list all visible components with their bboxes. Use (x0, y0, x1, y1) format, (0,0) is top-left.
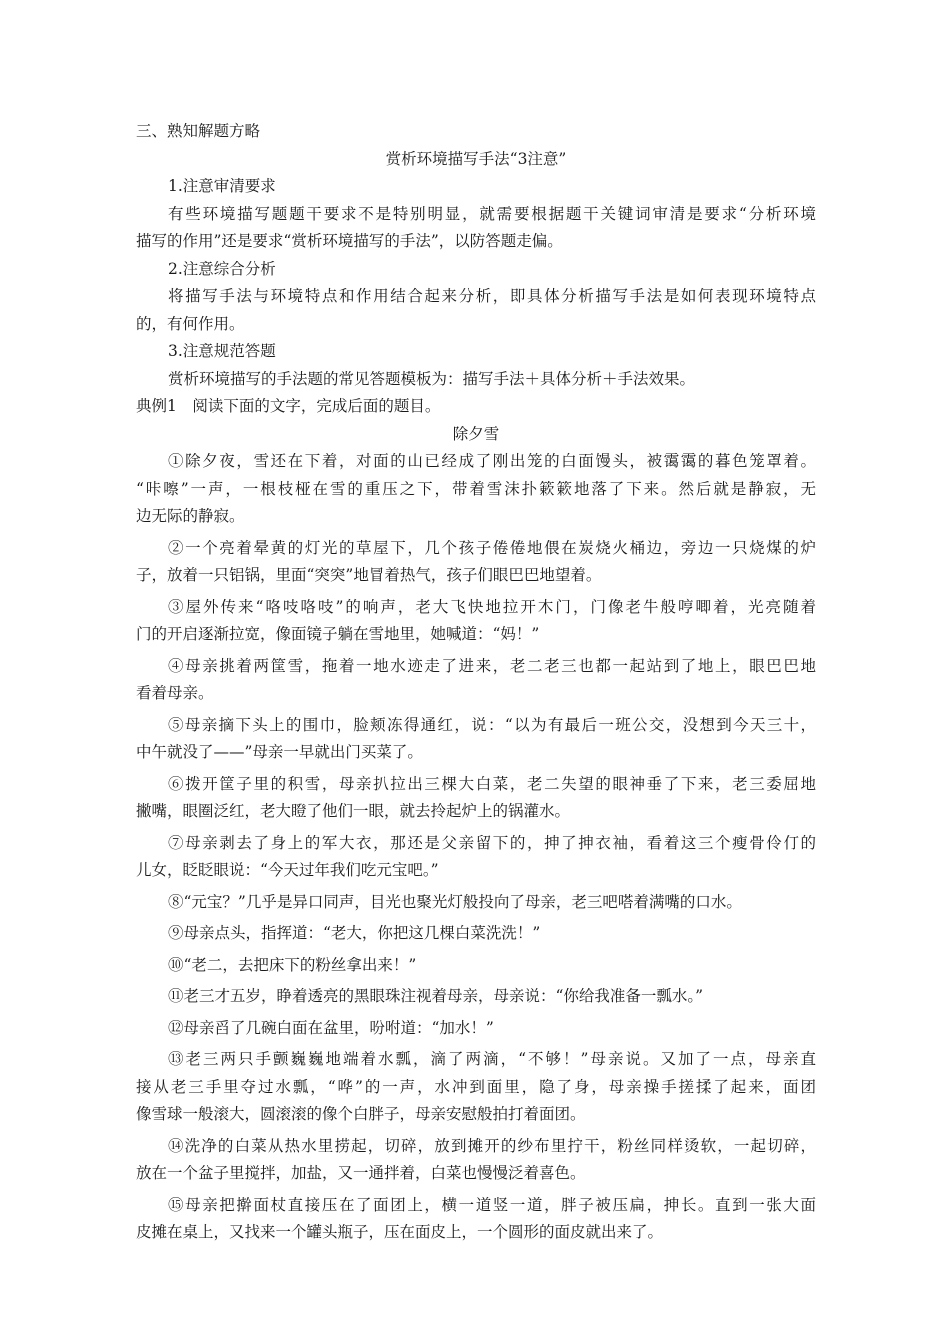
tip-text-line: 将描写手法与环境特点和作用结合起来分析，即具体分析描写手法是如何表现环境特点 (168, 287, 816, 305)
tip-heading: 3.注意规范答题 (168, 342, 276, 360)
example-label: 典例1 阅读下面的文字，完成后面的题目。 (136, 397, 441, 415)
paragraph-line: ⑩“老二，去把床下的粉丝拿出来！” (168, 955, 417, 974)
tip-text-line: 的，有何作用。 (136, 314, 245, 333)
paragraph-line: 撇嘴，眼圈泛红，老大瞪了他们一眼，就去拎起炉上的锅灌水。 (136, 802, 571, 820)
method-title: 赏析环境描写手法“3注意” (385, 149, 567, 168)
paragraph-line: 中午就没了——”母亲一早就出门买菜了。 (136, 743, 423, 761)
story-title: 除夕雪 (452, 424, 500, 443)
tip-text-line: 赏析环境描写的手法题的常见答题模板为：描写手法＋具体分析＋手法效果。 (168, 369, 696, 388)
paragraph-line: 边无际的静寂。 (136, 507, 245, 525)
paragraph-line: 门的开启逐渐拉宽，像面镜子躺在雪地里，她喊道：“妈！” (136, 625, 540, 643)
paragraph-line: 看着母亲。 (136, 684, 214, 702)
paragraph-line: 像雪球一般滚大，圆滚滚的像个白胖子，母亲安慰般拍打着面团。 (136, 1105, 586, 1123)
paragraph-line: ⑫母亲舀了几碗白面在盆里，吩咐道：“加水！” (168, 1018, 494, 1037)
paragraph-line: ⑥拨开筐子里的积雪，母亲扒拉出三棵大白菜，老二失望的眼神垂了下来，老三委屈地 (168, 774, 816, 793)
paragraph-line: ⑭洗净的白菜从热水里捞起，切碎，放到摊开的纱布里拧干，粉丝同样烫软，一起切碎， (168, 1136, 816, 1155)
paragraph-line: 放在一个盆子里搅拌，加盐，又一通拌着，白菜也慢慢泛着喜色。 (136, 1164, 586, 1182)
paragraph-line: 子，放着一只铝锅，里面“突突”地冒着热气，孩子们眼巴巴地望着。 (136, 566, 602, 584)
tip-text-line: 描写的作用”还是要求“赏析环境描写的手法”，以防答题走偏。 (136, 232, 563, 250)
tip-text-line: 有些环境描写题题干要求不是特别明显，就需要根据题干关键词审清是要求“分析环境 (168, 204, 816, 223)
paragraph-line: ③屋外传来“咯吱咯吱”的响声，老大飞快地拉开木门，门像老牛般哼唧着，光亮随着 (168, 597, 816, 616)
paragraph-line: ②一个亮着晕黄的灯光的草屋下，几个孩子倦倦地偎在炭烧火桶边，旁边一只烧煤的炉 (168, 538, 816, 557)
paragraph-line: “咔嚓”一声，一根枝桠在雪的重压之下，带着雪沫扑簌簌地落了下来。然后就是静寂，无 (136, 479, 816, 498)
paragraph-line: ⑬老三两只手颤巍巍地端着水瓢，滴了两滴，“不够！”母亲说。又加了一点，母亲直 (168, 1050, 816, 1068)
paragraph-line: ④母亲挑着两筐雪，拖着一地水迹走了进来，老二老三也都一起站到了地上，眼巴巴地 (168, 656, 816, 675)
paragraph-line: ⑮母亲把擀面杖直接压在了面团上，横一道竖一道，胖子被压扁，抻长。直到一张大面 (168, 1195, 816, 1214)
paragraph-line: ①除夕夜，雪还在下着，对面的山已经成了刚出笼的白面馒头，被霭霭的暮色笼罩着。 (168, 452, 816, 470)
tip-heading: 2.注意综合分析 (168, 259, 276, 278)
paragraph-line: ⑦母亲剥去了身上的军大衣，那还是父亲留下的，抻了抻衣袖，看着这三个瘦骨伶仃的 (168, 833, 816, 852)
paragraph-line: ⑤母亲摘下头上的围巾，脸颊冻得通红，说：“以为有最后一班公交，没想到今天三十， (168, 715, 816, 734)
paragraph-line: ⑨母亲点头，指挥道：“老大，你把这几棵白菜洗洗！” (168, 924, 541, 942)
paragraph-line: ⑪老三才五岁，睁着透亮的黑眼珠注视着母亲，母亲说：“你给我准备一瓢水。” (168, 987, 704, 1005)
paragraph-line: 接从老三手里夺过水瓢，“哗”的一声，水冲到面里，隐了身，母亲操手搓揉了起来，面团 (136, 1077, 816, 1096)
document-page (136, 118, 816, 1247)
paragraph-line: 皮摊在桌上，又找来一个罐头瓶子，压在面皮上，一个圆形的面皮就出来了。 (136, 1223, 664, 1241)
paragraph-line: ⑧“元宝？”几乎是异口同声，目光也聚光灯般投向了母亲，老三吧嗒着满嘴的口水。 (168, 892, 742, 911)
tip-heading: 1.注意审清要求 (168, 177, 276, 195)
paragraph-line: 儿女，眨眨眼说：“今天过年我们吃元宝吧。” (136, 861, 439, 879)
section-heading: 三、熟知解题方略 (136, 122, 261, 140)
